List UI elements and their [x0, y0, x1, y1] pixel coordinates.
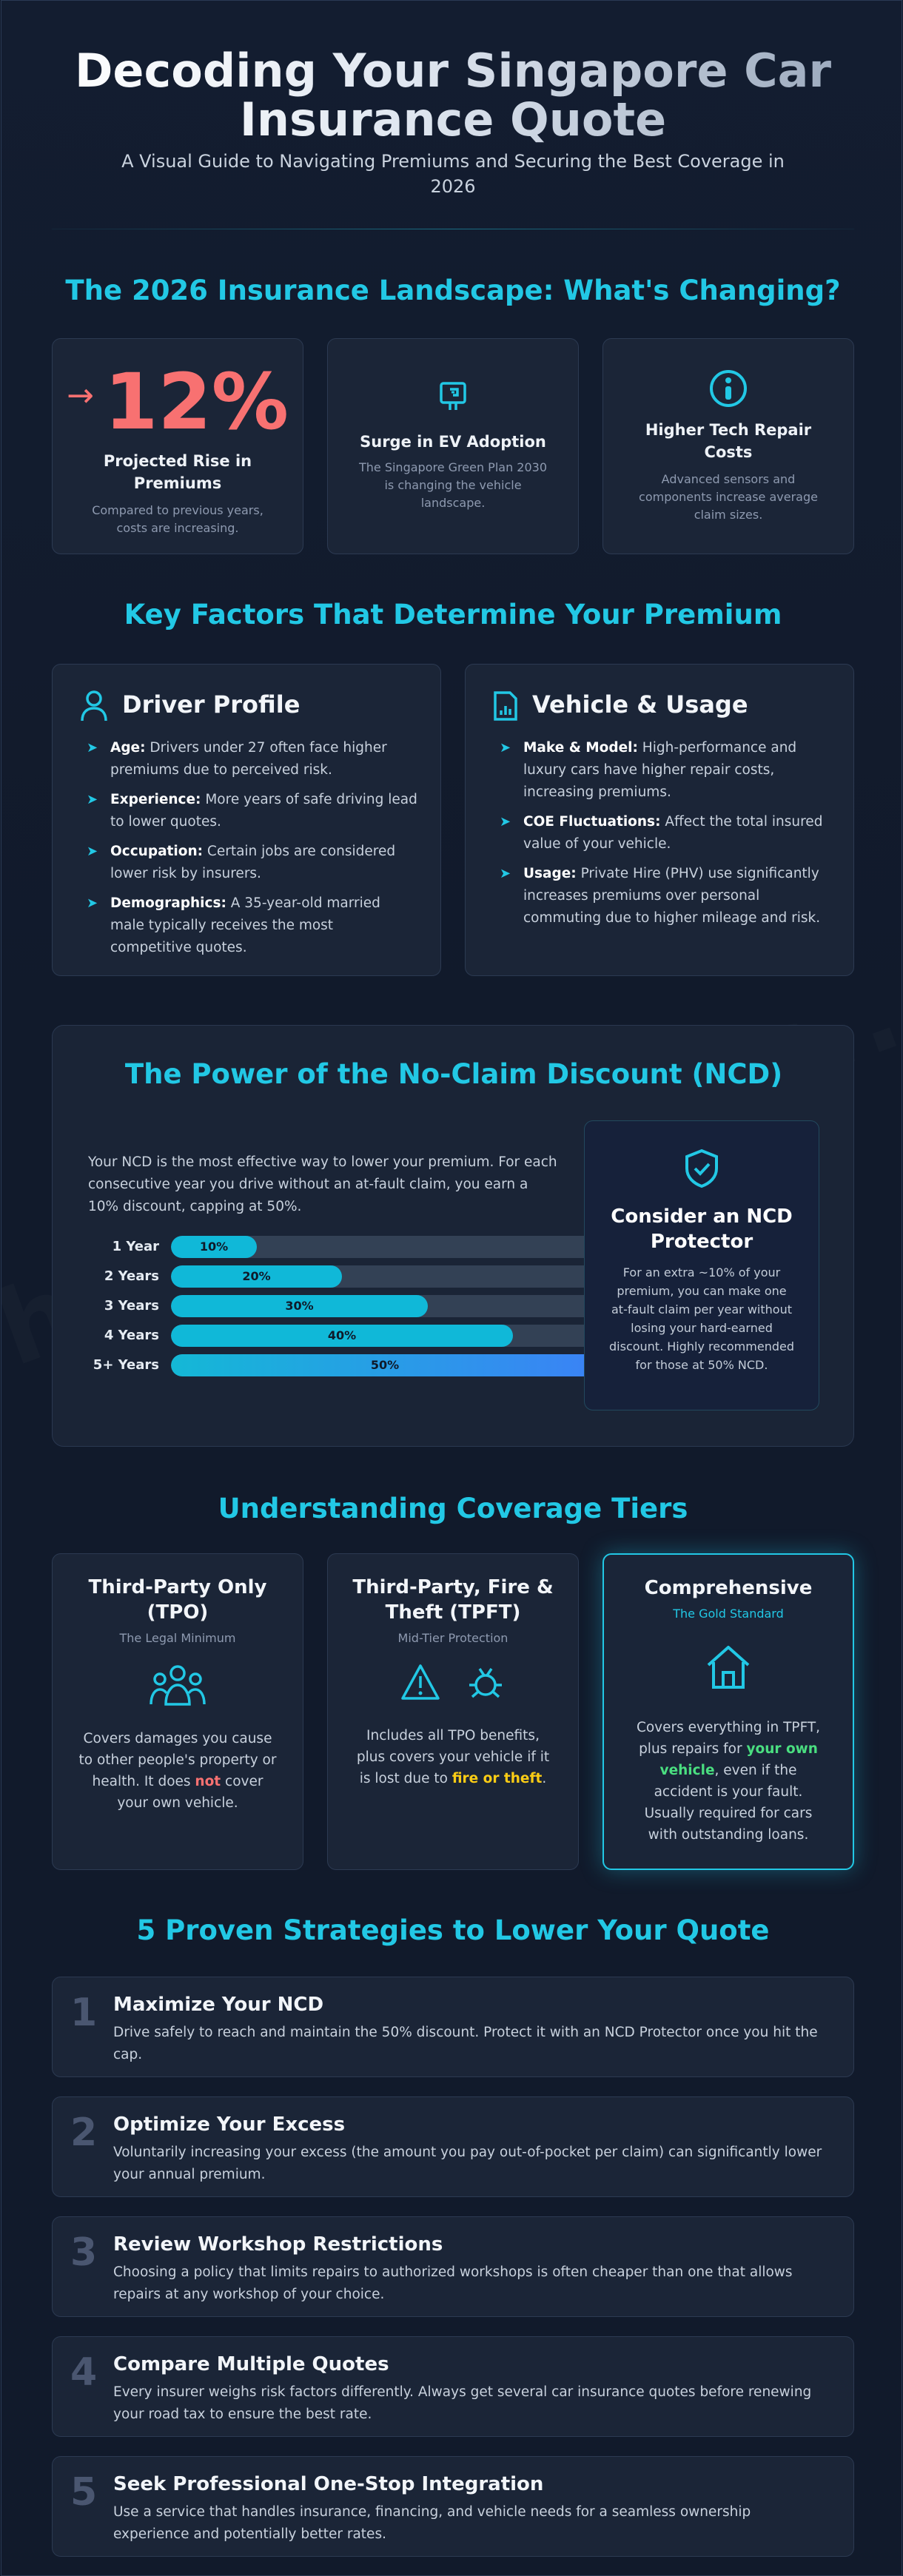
page-subtitle: A Visual Guide to Navigating Premiums and Securing the Best Coverage in 2026: [121, 151, 785, 197]
ncd-bar: 10%: [171, 1236, 257, 1258]
factor-term: Make & Model:: [523, 740, 638, 756]
tier-subtitle: The Gold Standard: [673, 1607, 784, 1621]
ncd-bar-row: [88, 1236, 547, 1258]
ncd-intro: Your NCD is the most effective way to lower your premium. For each consecutive year you drive without an at-fault claim, you earn a 10% discount, capping at 50%.: [88, 1154, 557, 1214]
factor-term: Demographics:: [110, 895, 226, 911]
chevron-right-icon: ➤: [87, 844, 98, 859]
ncd-bar-track: [171, 1295, 599, 1317]
shield-check-icon: [682, 1148, 721, 1189]
driver-factor-list: [85, 737, 418, 966]
factor-text: More years of safe driving lead to lower quotes.: [110, 792, 417, 830]
landscape-section-title: The 2026 Insurance Landscape: What's Changing?: [65, 275, 841, 306]
strategy-title: Optimize Your Excess: [113, 2113, 346, 2136]
strategy-card-3: [52, 2216, 854, 2317]
tier-card-tpft: [327, 1553, 579, 1870]
strategy-desc: Drive safely to reach and maintain the 50% discount. Protect it with an NCD Protector once you hit the cap.: [113, 2025, 818, 2062]
ncd-bar: 40%: [171, 1325, 513, 1347]
factor-term: Usage:: [523, 866, 577, 881]
infographic-page: [1, 0, 902, 2576]
factor-term: Occupation:: [110, 844, 204, 859]
ncd-bar-label: 1 Year: [112, 1239, 159, 1254]
tier-desc-text: Covers everything in TPFT, plus repairs for: [636, 1720, 821, 1757]
tier-subtitle: The Legal Minimum: [119, 1631, 236, 1645]
tier-desc-highlight: your own vehicle: [659, 1741, 818, 1778]
ncd-bar: 50%: [171, 1354, 599, 1376]
ncd-protector-title: Consider an NCD Protector: [611, 1205, 793, 1253]
ncd-protector-box: [584, 1120, 819, 1410]
list-item: [498, 811, 831, 855]
factor-text: Certain jobs are considered lower risk by insurers.: [110, 844, 396, 881]
strategy-number: 5: [70, 2470, 98, 2515]
ncd-bar-label: 4 Years: [104, 1328, 159, 1343]
warning-icon: [400, 1663, 441, 1701]
stat-value: 12%: [104, 357, 289, 447]
tier-desc-text: Includes all TPO benefits, plus covers your vehicle if it is lost due to: [356, 1728, 550, 1786]
strategy-title: Maximize Your NCD: [113, 1994, 324, 2016]
chevron-right-icon: ➤: [87, 792, 98, 807]
tier-card-comprehensive: [602, 1553, 854, 1870]
factor-text: Affect the total insured value of your vehicle.: [523, 814, 823, 852]
tier-description: [328, 1725, 578, 1789]
driver-profile-heading: [79, 690, 300, 722]
tier-desc-text: Covers damages you cause to other people's property or health. It does: [78, 1731, 277, 1789]
list-item: [85, 892, 418, 959]
chevron-right-icon: ➤: [500, 866, 511, 881]
stat-label: Higher Tech Repair Costs: [645, 421, 812, 461]
tier-desc-text: cover your own vehicle.: [117, 1774, 263, 1811]
list-item: [498, 863, 831, 929]
tier-desc-text: .: [542, 1771, 547, 1786]
ncd-bar-track: [171, 1325, 599, 1347]
tier-title: Third-Party, Fire & Theft (TPFT): [352, 1576, 554, 1624]
driver-profile-card: [52, 664, 441, 976]
vehicle-usage-card: [465, 664, 854, 976]
user-icon: [79, 690, 109, 722]
factor-text: Private Hire (PHV) use significantly increases premiums over personal commuting due to higher mileage and risk.: [523, 866, 821, 926]
tier-desc-highlight: fire or theft: [452, 1771, 543, 1786]
ncd-bar-row: [88, 1354, 547, 1376]
factor-text: Drivers under 27 often face higher premiums due to perceived risk.: [110, 740, 387, 778]
page-title: Decoding Your Singapore Car Insurance Quote: [46, 47, 860, 144]
ncd-bar-label: 3 Years: [104, 1298, 159, 1314]
stat-desc: The Singapore Green Plan 2030 is changing the vehicle landscape.: [358, 460, 548, 510]
trend-arrow-icon: →: [67, 377, 94, 414]
ev-charger-icon: [435, 379, 471, 414]
stat-card-ev-adoption: [327, 338, 579, 554]
tier-title: Comprehensive: [644, 1577, 813, 1599]
users-group-icon: [150, 1663, 206, 1707]
strategy-number: 1: [70, 1991, 98, 2035]
ncd-bar-label: 2 Years: [104, 1268, 159, 1284]
tier-description: [53, 1728, 303, 1814]
chevron-right-icon: ➤: [87, 740, 98, 756]
factor-text: High-performance and luxury cars have higher repair costs, increasing premiums.: [523, 740, 797, 800]
tier-desc-text: , even if the accident is your fault. Usually required for cars with outstanding loans.: [644, 1763, 813, 1843]
document-chart-icon: [492, 690, 519, 722]
strategy-card-1: [52, 1977, 854, 2077]
ncd-protector-desc: For an extra ~10% of your premium, you can make one at-fault claim per year without losing your hard-earned discount. Highly recommended for those at 50% NCD.: [609, 1265, 794, 1372]
strategy-title: Compare Multiple Quotes: [113, 2353, 389, 2375]
strategy-desc: Choosing a policy that limits repairs to authorized workshops is often cheaper than one that allows repairs at any workshop of your choice.: [113, 2264, 793, 2302]
ncd-bar-track: [171, 1265, 599, 1288]
chevron-right-icon: ➤: [87, 895, 98, 911]
list-item: [498, 737, 831, 804]
strategy-title: Review Workshop Restrictions: [113, 2233, 443, 2256]
strategy-desc: Voluntarily increasing your excess (the amount you pay out-of-pocket per claim) can significantly lower your annual premium.: [113, 2145, 822, 2182]
vehicle-usage-title: Vehicle & Usage: [532, 690, 748, 719]
sensor-icon: [708, 369, 748, 408]
stat-card-premium-rise: [52, 338, 303, 554]
ncd-bar: 20%: [171, 1265, 342, 1288]
tier-subtitle: Mid-Tier Protection: [397, 1631, 508, 1645]
stat-desc: Advanced sensors and components increase average claim sizes.: [639, 472, 818, 522]
strategy-number: 4: [70, 2350, 98, 2395]
stat-label: Surge in EV Adoption: [360, 433, 546, 451]
strategy-desc: Every insurer weighs risk factors differently. Always get several car insurance quotes before renewing your road tax to ensure the best rate.: [113, 2384, 812, 2422]
list-item: [85, 789, 418, 833]
strategy-card-2: [52, 2096, 854, 2197]
tier-description: [604, 1717, 853, 1846]
strategy-card-5: [52, 2456, 854, 2557]
factor-term: COE Fluctuations:: [523, 814, 661, 830]
ncd-bar-label: 5+ Years: [93, 1357, 159, 1373]
strategy-number: 3: [70, 2230, 98, 2275]
strategy-desc: Use a service that handles insurance, financing, and vehicle needs for a seamless ownership experience and potentially better rates.: [113, 2504, 751, 2542]
factor-term: Experience:: [110, 792, 201, 807]
ncd-section-title: The Power of the No-Claim Discount (NCD): [124, 1058, 783, 1090]
tier-title: Third-Party Only (TPO): [88, 1576, 267, 1624]
tier-desc-highlight: not: [195, 1774, 221, 1789]
stat-label: Projected Rise in Premiums: [103, 452, 252, 492]
driver-profile-title: Driver Profile: [122, 690, 301, 719]
factor-text: A 35-year-old married male typically receives the most competitive quotes.: [110, 895, 380, 955]
ncd-bar-track: [171, 1236, 599, 1258]
ncd-bar: 30%: [171, 1295, 428, 1317]
stat-desc: Compared to previous years, costs are increasing.: [92, 503, 263, 535]
factors-section-title: Key Factors That Determine Your Premium: [124, 599, 782, 630]
ncd-bar-track: [171, 1354, 599, 1376]
bug-icon: [465, 1663, 506, 1701]
tier-icons: [328, 1663, 578, 1704]
factor-term: Age:: [110, 740, 146, 756]
ncd-bar-row: [88, 1265, 547, 1288]
coverage-section-title: Understanding Coverage Tiers: [218, 1493, 688, 1524]
strategy-title: Seek Professional One-Stop Integration: [113, 2473, 544, 2495]
vehicle-factor-list: [498, 737, 831, 937]
list-item: [85, 841, 418, 885]
ncd-bar-row: [88, 1325, 547, 1347]
house-icon: [704, 1643, 753, 1692]
vehicle-usage-heading: [492, 690, 748, 722]
strategy-card-4: [52, 2336, 854, 2437]
tier-card-tpo: [52, 1553, 303, 1870]
strategies-section-title: 5 Proven Strategies to Lower Your Quote: [136, 1914, 770, 1946]
chevron-right-icon: ➤: [500, 814, 511, 830]
ncd-panel: [52, 1025, 854, 1447]
list-item: [85, 737, 418, 781]
strategy-number: 2: [70, 2111, 98, 2155]
chevron-right-icon: ➤: [500, 740, 511, 756]
ncd-bar-row: [88, 1295, 547, 1317]
stat-card-repair-costs: [602, 338, 854, 554]
